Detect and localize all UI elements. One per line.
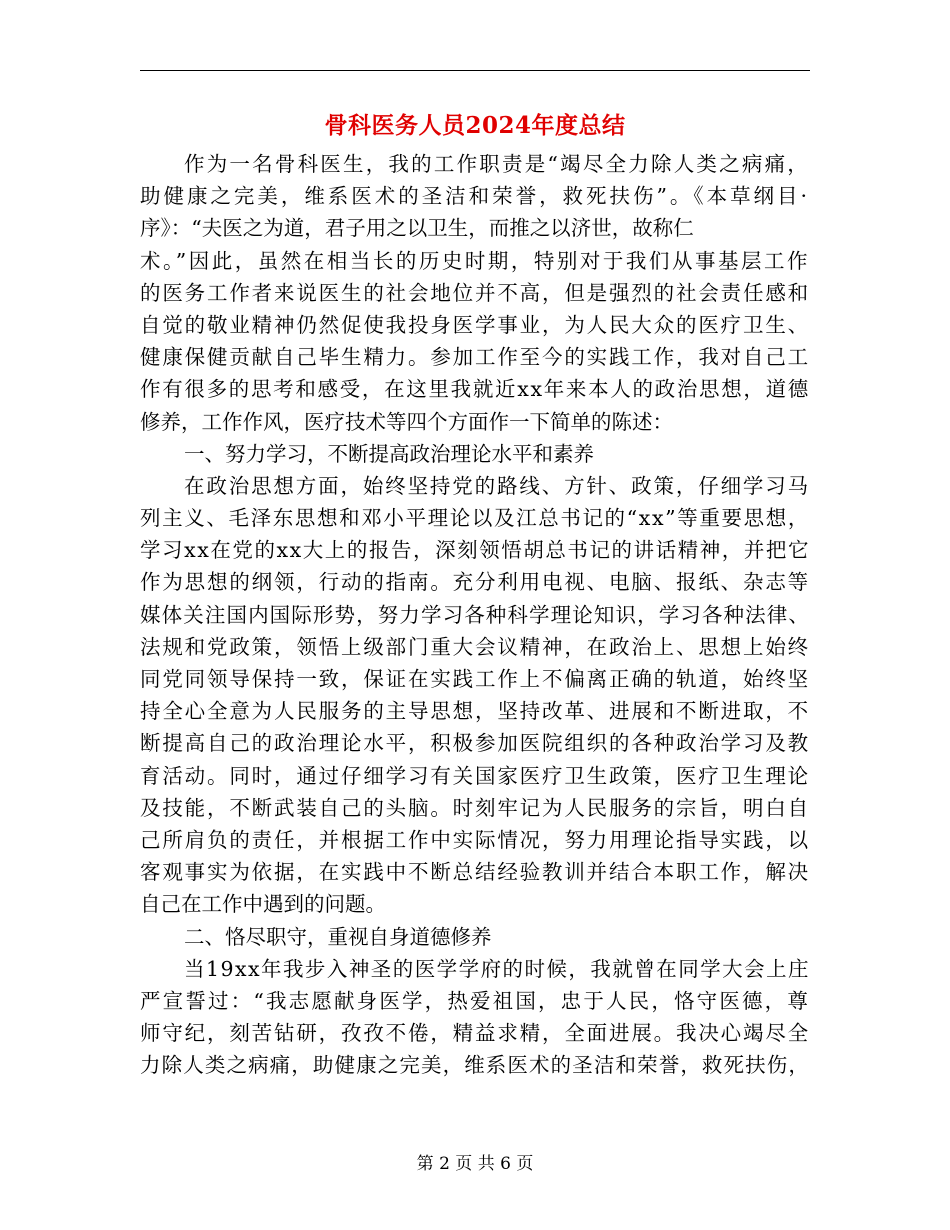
text-line: 及技能，不断武装自己的头脑。时刻牢记为人民服务的宗旨，明白自: [140, 795, 810, 820]
text-line: 客观事实为依据，在实践中不断总结经验教训并结合本职工作，解决: [140, 860, 810, 885]
text-line: 持全心全意为人民服务的主导思想，坚持改革、进展和不断进取，不: [140, 699, 810, 724]
header-rule: [140, 70, 810, 71]
paragraph-first-line: 在政治思想方面，始终坚持党的路线、方针、政策，仔细学习马: [184, 473, 810, 498]
text-line: 力除人类之病痛，助健康之完美，维系医术的圣洁和荣誉，救死扶伤，: [140, 1053, 810, 1078]
text-line: 自觉的敬业精神仍然促使我投身医学事业，为人民大众的医疗卫生、: [140, 312, 810, 337]
text-line: 法规和党政策，领悟上级部门重大会议精神，在政治上、思想上始终: [140, 634, 810, 659]
paragraph-first-line: 二、恪尽职守，重视自身道德修养: [184, 924, 492, 949]
paragraph-first-line: 作为一名骨科医生，我的工作职责是“竭尽全力除人类之病痛，: [184, 152, 810, 176]
text-line: 严宣誓过：“我志愿献身医学，热爱祖国，忠于人民，恪守医德，尊: [140, 988, 810, 1013]
text-line: 己所肩负的责任，并根据工作中实际情况，努力用理论指导实践，以: [140, 827, 810, 852]
text-line: 健康保健贡献自己毕生精力。参加工作至今的实践工作，我对自己工: [140, 345, 810, 370]
page-number-footer: 第 2 页 共 6 页: [416, 1154, 534, 1174]
document-title: 骨科医务人员2024年度总结: [324, 112, 626, 139]
text-line: 修养，工作作风，医疗技术等四个方面作一下简单的陈述：: [140, 409, 673, 434]
text-line: 作为思想的纲领，行动的指南。充分利用电视、电脑、报纸、杂志等: [140, 570, 810, 595]
paragraph-first-line: 当19xx年我步入神圣的医学学府的时候，我就曾在同学大会上庄: [184, 956, 810, 981]
text-line: 媒体关注国内国际形势，努力学习各种科学理论知识，学习各种法律、: [140, 602, 810, 627]
text-line: 同党同领导保持一致，保证在实践工作上不偏离正确的轨道，始终坚: [140, 667, 810, 691]
text-line: 断提高自己的政治理论水平，积极参加医院组织的各种政治学习及教: [140, 731, 810, 756]
text-line: 自己在工作中遇到的问题。: [140, 892, 386, 917]
paragraph-first-line: 一、努力学习，不断提高政治理论水平和素养: [184, 441, 594, 466]
document-body: [140, 148, 810, 1081]
text-line: 师守纪，刻苦钻研，孜孜不倦，精益求精，全面进展。我决心竭尽全: [140, 1021, 810, 1046]
text-line: 列主义、毛泽东思想和邓小平理论以及江总书记的“xx”等重要思想，: [140, 506, 810, 531]
text-line: 助健康之完美，维系医术的圣洁和荣誉，救死扶伤”。《本草纲目·: [140, 184, 810, 209]
text-line: 作有很多的思考和感受，在这里我就近xx年来本人的政治思想，道德: [140, 377, 810, 402]
text-line: 序》：“夫医之为道，君子用之以卫生，而推之以济世，故称仁: [140, 216, 694, 241]
text-line: 术。”因此，虽然在相当长的历史时期，特别对于我们从事基层工作: [140, 248, 810, 273]
text-line: 的医务工作者来说医生的社会地位并不高，但是强烈的社会责任感和: [140, 280, 810, 305]
text-line: 学习xx在党的xx大上的报告，深刻领悟胡总书记的讲话精神，并把它: [140, 538, 810, 563]
text-line: 育活动。同时，通过仔细学习有关国家医疗卫生政策，医疗卫生理论: [140, 763, 810, 788]
